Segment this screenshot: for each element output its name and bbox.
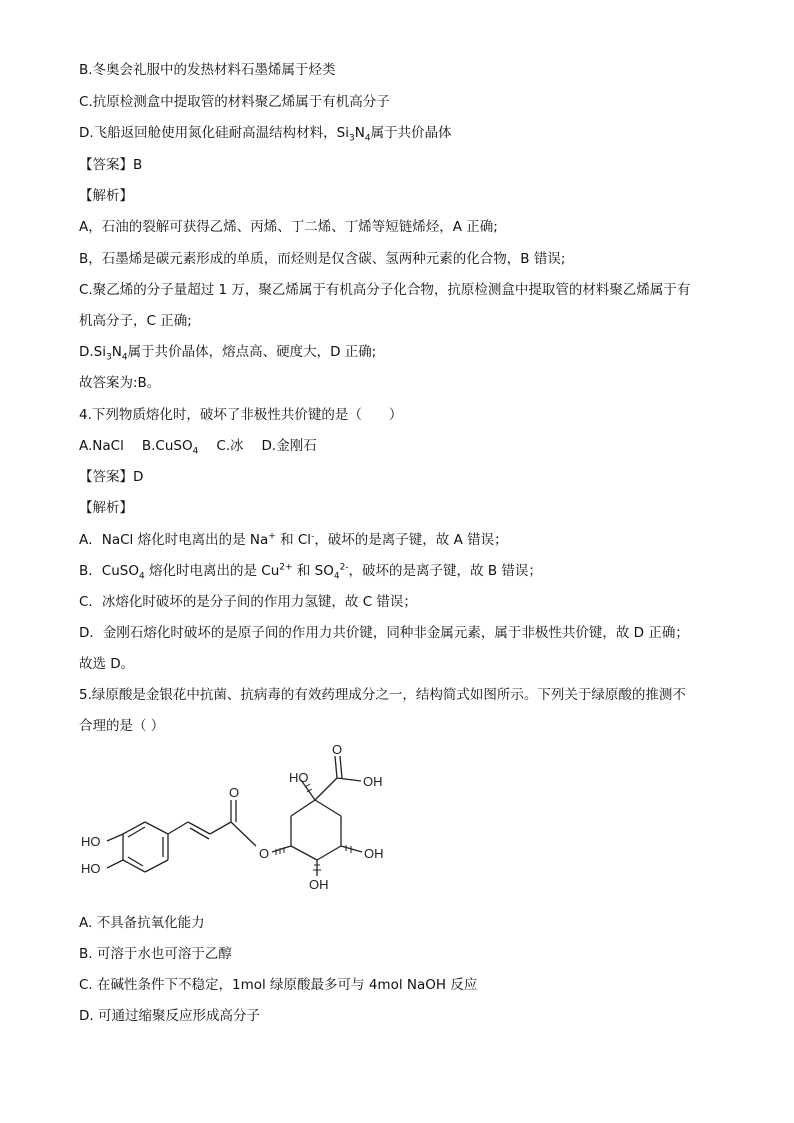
q3-answer: 【答案】B	[79, 157, 143, 173]
q3-option-d: D.飞船返回舱使用氮化硅耐高温结构材料，$Si_3N_4$属于共价晶体	[79, 125, 452, 144]
q4-explanation-b: B．CuSO$_4$ 熔化时电离出的是 $Cu^{2+}$ 和 $SO_4^{2-}$，破坏的是离子键，故 B 错误；	[79, 562, 542, 582]
q3-explanation-c-1: C.聚乙烯的分子量超过 1 万，聚乙烯属于有机高分子化合物，抗原检测盒中提取管的材料聚乙烯属于有	[79, 282, 691, 298]
q4-analysis-heading: 【解析】	[79, 500, 133, 516]
label-ho-top: HO	[289, 770, 309, 785]
q4-explanation-a: A．NaCl 熔化时电离出的是 Na+ 和 Cl-，破坏的是离子键，故 A 错误；	[79, 531, 508, 548]
q4-option-b: B.CuSO$_4$	[141, 438, 199, 457]
q3-conclusion: 故答案为:B。	[79, 375, 161, 391]
q3-explanation-a: A，石油的裂解可获得乙烯、丙烯、丁二烯、丁烯等短链烯烃，A 正确;	[79, 219, 498, 235]
q3-option-c: C.抗原检测盒中提取管的材料聚乙烯属于有机高分子	[79, 94, 390, 110]
q4-option-c: C.冰	[216, 438, 244, 454]
q3-explanation-c-2: 机高分子，C 正确;	[79, 313, 192, 329]
q4-conclusion: 故选 D。	[79, 656, 135, 672]
q5-option-b: B. 可溶于水也可溶于乙醇	[79, 946, 232, 962]
label-oh-acid: OH	[363, 774, 383, 789]
label-ho-left-top: HO	[81, 834, 101, 849]
label-ho-left-bottom: HO	[81, 861, 101, 876]
q5-option-d: D. 可通过缩聚反应形成高分子	[79, 1008, 260, 1024]
q4-explanation-d: D．金刚石熔化时破坏的是原子间的作用力共价键，同种非金属元素，属于非极性共价键，故 D 正确；	[79, 625, 689, 641]
q5-option-c: C. 在碱性条件下不稳定，1mol 绿原酸最多可与 4mol NaOH 反应	[79, 977, 478, 993]
q5-stem-line1: 5.绿原酸是金银花中抗菌、抗病毒的有效药理成分之一，结构简式如图所示。下列关于绿原酸的推测不	[79, 687, 686, 703]
label-o-ester: O	[259, 846, 270, 861]
q4-options	[79, 436, 335, 456]
q4-option-d: D.金刚石	[261, 438, 317, 454]
q4-explanation-c: C．冰熔化时破坏的是分子间的作用力氢键，故 C 错误；	[79, 594, 417, 610]
q4-answer: 【答案】D	[79, 469, 144, 485]
q3-option-b: B.冬奥会礼服中的发热材料石墨烯属于烃类	[79, 62, 336, 78]
chlorogenic-acid-structure	[79, 738, 409, 898]
q4-stem: 4.下列物质熔化时，破坏了非极性共价键的是（ ）	[79, 407, 403, 423]
q5-stem-line2: 合理的是（ ）	[79, 718, 165, 734]
label-oh-bottom: OH	[309, 877, 329, 892]
label-oh-right: OH	[364, 846, 384, 861]
label-o-acid-carbonyl: O	[332, 742, 343, 757]
q3-explanation-b: B，石墨烯是碳元素形成的单质，而烃则是仅含碳、氢两种元素的化合物，B 错误;	[79, 251, 566, 267]
q3-explanation-d: $D.Si_3N_4$属于共价晶体，熔点高、硬度大，D 正确;	[79, 344, 377, 363]
q3-analysis-heading: 【解析】	[79, 188, 133, 204]
q4-option-a: A.NaCl	[79, 438, 124, 454]
q5-option-a: A. 不具备抗氧化能力	[79, 915, 205, 931]
label-o-ester-carbonyl: O	[229, 785, 240, 800]
